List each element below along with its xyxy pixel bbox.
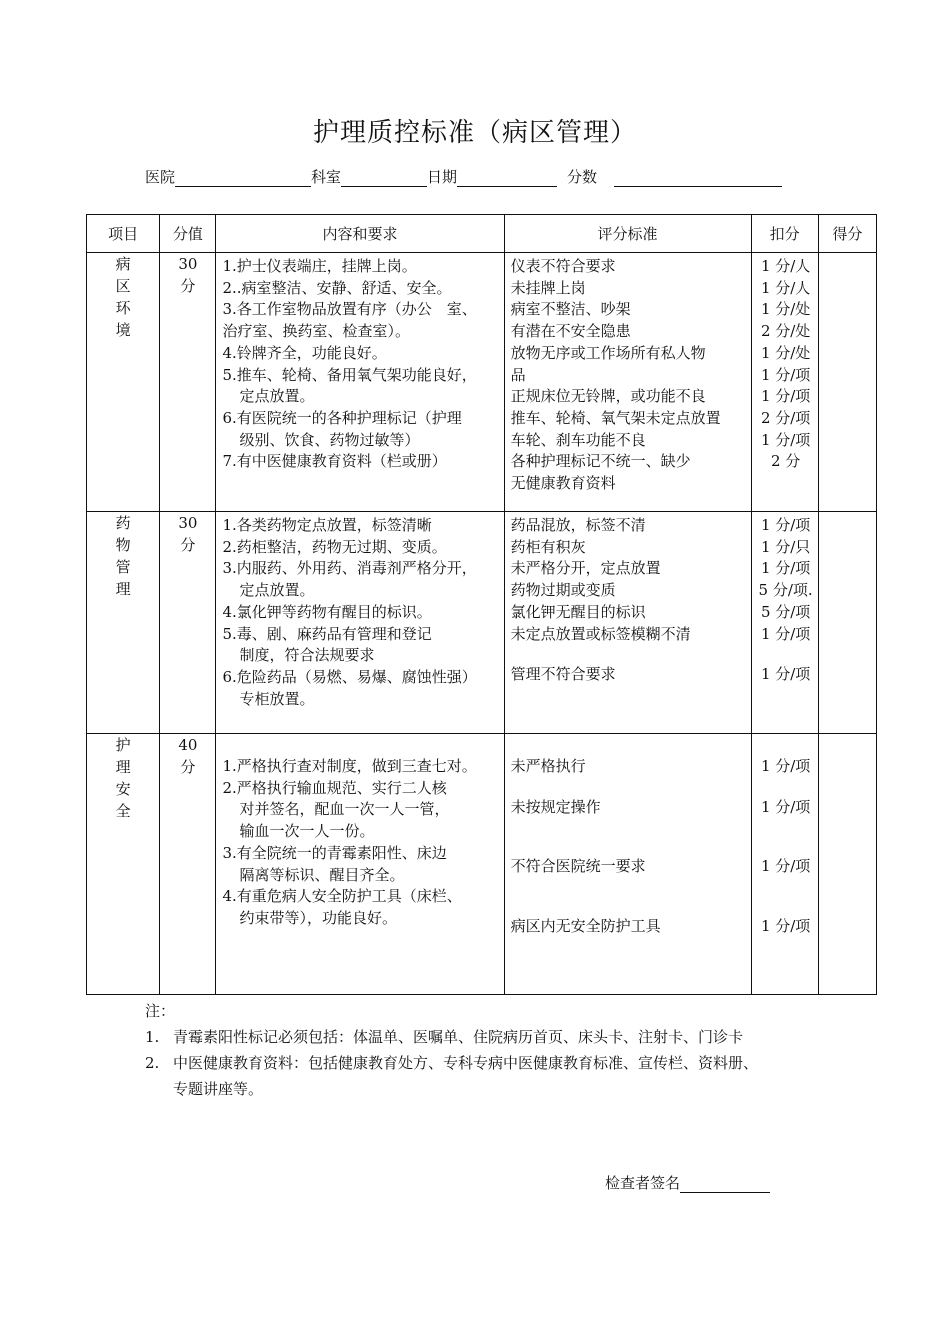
content-cell-line: 6.危险药品（易燃、易爆、腐蚀性强） [222, 667, 477, 686]
content-cell-line: 约束带等），功能良好。 [239, 908, 397, 927]
section-score [160, 512, 216, 734]
deduction-cell-line: 2 分/项 [760, 408, 811, 427]
content-cell [216, 734, 504, 995]
signature-field[interactable] [680, 1176, 770, 1193]
quality-control-table [86, 214, 877, 995]
score-label: 分数 [567, 168, 598, 186]
deduction-cell-line: 1 分/项 [760, 917, 811, 936]
content-cell-line: 1.护士仪表端庄，挂牌上岗。 [222, 257, 417, 275]
section-row [87, 512, 877, 734]
content-cell-line: 5.推车、轮椅、备用氧气架功能良好， [222, 365, 477, 384]
deduction-cell-line: 1 分/项 [760, 857, 811, 876]
content-cell-line: 4.氯化钾等药物有醒目的标识。 [222, 602, 432, 621]
criteria-cell-line: 无健康教育资料 [510, 474, 616, 493]
score-unit: 分 [180, 536, 196, 554]
note-text: 中医健康教育资料：包括健康教育处方、专科专病中医健康教育标准、宣传栏、资料册、 [173, 1054, 759, 1072]
content-cell-line: 3.有全院统一的青霉素阳性、床边 [222, 843, 447, 862]
section-row [87, 734, 877, 995]
criteria-cell-line: 病区内无安全防护工具 [510, 917, 661, 936]
section-score [160, 253, 216, 512]
criteria-cell [504, 253, 751, 512]
criteria-cell-line: 管理不符合要求 [510, 665, 616, 684]
header-deduction: 扣分 [751, 215, 818, 253]
deduction-cell-line: 1 分/处 [760, 300, 811, 319]
content-cell-line: 治疗室、换药室、检查室）。 [222, 322, 410, 341]
date-field[interactable] [457, 170, 557, 187]
page-title: 护理质控标准（病区管理） [312, 118, 637, 148]
section-name-char: 管 [115, 558, 131, 576]
criteria-cell-line: 氯化钾无醒目的标识 [510, 602, 646, 621]
header-criteria: 评分标准 [504, 215, 751, 253]
criteria-cell-line: 车轮、刹车功能不良 [510, 430, 646, 449]
note-item [145, 1024, 758, 1050]
deduction-cell-line: 1 分/人 [760, 257, 811, 275]
deduction-cell-line: 1 分/只 [760, 537, 811, 556]
section-name-char: 境 [115, 321, 131, 339]
criteria-cell-line: 药柜有积灰 [510, 537, 586, 556]
section-name-char: 药 [115, 514, 131, 532]
content-cell-line: 7.有中医健康教育资料（栏或册） [222, 452, 447, 471]
score-field[interactable] [614, 170, 782, 187]
criteria-cell-line: 有潜在不安全隐患 [510, 322, 631, 341]
score-value: 30 [178, 514, 198, 532]
deduction-cell [751, 512, 818, 734]
hospital-label: 医院 [145, 168, 176, 186]
content-cell-line: 2..病室整洁、安静、舒适、安全。 [222, 278, 452, 297]
deduction-cell-line: 1 分/项 [760, 797, 811, 816]
section-name-char: 理 [115, 580, 131, 598]
criteria-cell-line: 未按规定操作 [510, 797, 601, 816]
deduction-cell-line: 1 分/项 [760, 757, 811, 775]
criteria-cell-line: 各种护理标记不统一、缺少 [510, 452, 691, 471]
date-label: 日期 [427, 168, 458, 186]
criteria-cell-line: 品 [510, 365, 526, 384]
section-row [87, 253, 877, 512]
earned-score-cell[interactable] [818, 253, 876, 512]
deduction-cell-line: 2 分/处 [760, 322, 811, 341]
content-cell-line: 专柜放置。 [239, 689, 315, 708]
note-number: 1. [145, 1028, 160, 1046]
content-cell-line: 隔离等标识、醒目齐全。 [239, 865, 405, 884]
header-content: 内容和要求 [216, 215, 504, 253]
content-cell-line: 2.药柜整洁，药物无过期、变质。 [222, 537, 447, 556]
section-name-char: 护 [115, 736, 131, 754]
criteria-cell-line: 药物过期或变质 [510, 581, 616, 600]
content-cell-line: 输血一次一人一份。 [239, 822, 375, 841]
criteria-cell [504, 734, 751, 995]
criteria-cell-line: 放物无序或工作场所有私人物 [510, 343, 706, 362]
signature-label: 检查者签名 [605, 1174, 681, 1192]
signature-area [605, 1172, 770, 1193]
deduction-cell-line: 5 分/项. [758, 581, 813, 600]
content-cell-line: 1.各类药物定点放置，标签清晰 [222, 516, 432, 534]
criteria-cell-line: 仪表不符合要求 [510, 257, 616, 275]
deduction-cell-line: 1 分/项 [760, 365, 811, 384]
content-cell-line: 对并签名，配血一次一人一管， [239, 800, 450, 819]
section-name-char: 理 [115, 758, 131, 776]
note-text: 青霉素阳性标记必须包括：体温单、医嘱单、住院病历首页、床头卡、注射卡、门诊卡 [173, 1028, 744, 1046]
content-cell-line: 4.有重危病人安全防护工具（床栏、 [222, 887, 462, 906]
content-cell-line: 3.内服药、外用药、消毒剂严格分开， [222, 559, 477, 578]
deduction-cell-line: 5 分/项 [760, 602, 811, 621]
deduction-cell-line: 1 分/人 [760, 278, 811, 297]
criteria-cell-line: 未挂牌上岗 [510, 278, 586, 297]
note-number: 2. [145, 1054, 160, 1072]
criteria-cell [504, 512, 751, 734]
section-name-char: 环 [115, 299, 131, 317]
criteria-cell-line: 未严格执行 [510, 757, 586, 775]
dept-field[interactable] [341, 170, 427, 187]
criteria-cell-line: 未严格分开，定点放置 [510, 559, 661, 578]
section-score [160, 734, 216, 995]
section-name [87, 512, 160, 734]
table-header-row [87, 215, 877, 253]
deduction-cell-line: 1 分/项 [760, 624, 811, 643]
score-unit: 分 [180, 277, 196, 295]
deduction-cell-line: 1 分/项 [760, 430, 811, 449]
content-cell-line: 4.铃牌齐全，功能良好。 [222, 343, 387, 362]
section-name-char: 全 [115, 802, 131, 820]
deduction-cell-line: 2 分 [770, 452, 801, 471]
note-text: 专题讲座等。 [173, 1080, 264, 1098]
content-cell-line: 6.有医院统一的各种护理标记（护理 [222, 408, 462, 427]
criteria-cell-line: 药品混放，标签不清 [510, 516, 646, 534]
earned-score-cell[interactable] [818, 512, 876, 734]
section-name-char: 物 [115, 536, 131, 554]
criteria-cell-line: 病室不整洁、吵架 [510, 300, 631, 319]
section-name [87, 734, 160, 995]
deduction-cell-line: 1 分/项 [760, 516, 811, 534]
section-name [87, 253, 160, 512]
criteria-cell-line: 未定点放置或标签模糊不清 [510, 624, 691, 643]
header-score: 分值 [160, 215, 216, 253]
content-cell-line: 级别、饮食、药物过敏等） [239, 430, 420, 449]
criteria-cell-line: 正规床位无铃牌，或功能不良 [510, 387, 706, 406]
note-item [145, 1050, 758, 1102]
content-cell [216, 512, 504, 734]
hospital-field[interactable] [175, 170, 311, 187]
section-name-char: 区 [115, 277, 131, 295]
criteria-cell-line: 不符合医院统一要求 [510, 857, 646, 876]
criteria-cell-line: 推车、轮椅、氧气架未定点放置 [510, 408, 721, 427]
notes-label: 注： [145, 1002, 176, 1020]
notes [145, 998, 758, 1102]
deduction-cell [751, 253, 818, 512]
deduction-cell-line: 1 分/处 [760, 343, 811, 362]
dept-label: 科室 [311, 168, 342, 186]
content-cell [216, 253, 504, 512]
header-fields [145, 166, 782, 187]
content-cell-line: 定点放置。 [239, 387, 315, 406]
score-value: 30 [178, 255, 198, 273]
deduction-cell-line: 1 分/项 [760, 387, 811, 406]
content-cell-line: 3.各工作室物品放置有序（办公 室、 [222, 300, 477, 319]
content-cell-line: 5.毒、剧、麻药品有管理和登记 [222, 624, 432, 643]
score-unit: 分 [180, 758, 196, 776]
content-cell-line: 1.严格执行查对制度，做到三查七对。 [222, 757, 477, 775]
section-name-char: 安 [115, 780, 131, 798]
deduction-cell [751, 734, 818, 995]
earned-score-cell[interactable] [818, 734, 876, 995]
content-cell-line: 定点放置。 [239, 581, 315, 600]
content-cell-line: 2.严格执行输血规范、实行二人核 [222, 778, 447, 797]
score-value: 40 [178, 736, 198, 754]
deduction-cell-line: 1 分/项 [760, 559, 811, 578]
header-item: 项目 [87, 215, 160, 253]
section-name-char: 病 [115, 255, 131, 273]
deduction-cell-line: 1 分/项 [760, 665, 811, 684]
content-cell-line: 制度，符合法规要求 [239, 646, 375, 665]
header-earned: 得分 [818, 215, 876, 253]
